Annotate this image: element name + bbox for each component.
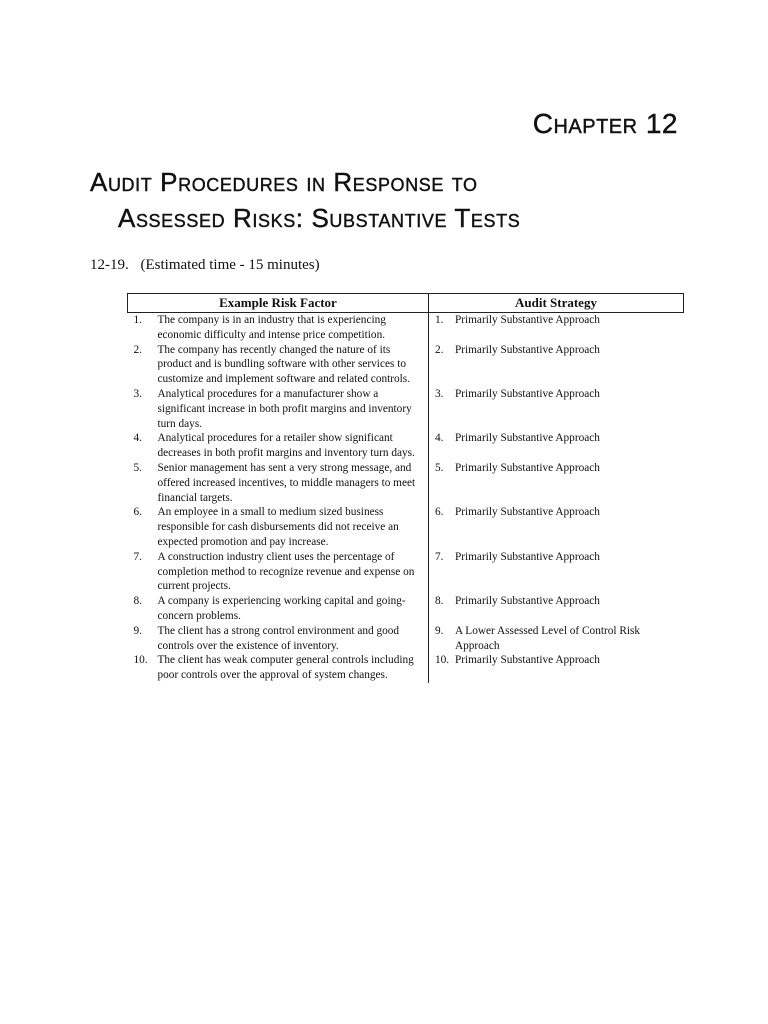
chapter-title-line-2: Assessed Risks: Substantive Tests xyxy=(118,203,521,233)
risk-factor-text: Senior management has sent a very strong message, and offered increased incentives, to middle managers to meet financial targets. xyxy=(157,461,416,504)
risk-factor-text: The company is in an industry that is experiencing economic difficulty and intense price competition. xyxy=(157,314,386,341)
item-number: 2. xyxy=(434,343,444,356)
chapter-heading: Chapter 12 xyxy=(532,108,678,139)
audit-strategy-item xyxy=(429,550,684,594)
audit-strategy-text: Primarily Substantive Approach xyxy=(454,432,600,445)
item-number: 9. xyxy=(434,624,444,637)
estimated-time: (Estimated time - 15 minutes) xyxy=(140,257,320,273)
problem-heading xyxy=(90,257,320,274)
item-number: 7. xyxy=(133,550,142,563)
item-number: 5. xyxy=(434,461,444,474)
audit-strategy-item xyxy=(429,505,684,549)
audit-strategy-text: A Lower Assessed Level of Control Risk Approach xyxy=(454,624,641,652)
audit-strategy-text: Primarily Substantive Approach xyxy=(454,387,600,400)
risk-factor-text: A company is experiencing working capital and going-concern problems. xyxy=(157,595,406,622)
item-number: 10. xyxy=(133,654,148,667)
audit-strategy-item xyxy=(429,594,684,624)
risk-factor-text: An employee in a small to medium sized business responsible for cash disbursements did not receive an expected promotion and pay increase. xyxy=(157,506,399,548)
item-number: 1. xyxy=(434,314,444,326)
item-number: 2. xyxy=(133,343,142,356)
item-number: 10. xyxy=(434,654,450,667)
risk-factor-item xyxy=(128,505,428,549)
item-number: 1. xyxy=(133,314,142,326)
audit-strategy-item xyxy=(429,624,684,654)
audit-strategy-item xyxy=(429,461,684,505)
risk-factor-text: Analytical procedures for a retailer show significant decreases in both profit margins and inventory turn days. xyxy=(157,432,415,460)
audit-strategy-text: Primarily Substantive Approach xyxy=(454,595,600,608)
risk-factor-item xyxy=(128,313,428,343)
audit-strategy-column xyxy=(428,313,683,683)
audit-strategy-text: Primarily Substantive Approach xyxy=(454,461,600,474)
chapter-title-line-1: Audit Procedures in Response to xyxy=(90,167,478,197)
chapter-title xyxy=(90,164,520,236)
header-audit-strategy: Audit Strategy xyxy=(428,294,683,313)
risk-factor-item xyxy=(128,550,428,594)
risk-factor-item xyxy=(128,594,428,624)
risk-strategy-table xyxy=(127,293,684,683)
audit-strategy-item xyxy=(429,387,684,431)
risk-factor-item xyxy=(128,343,428,387)
audit-strategy-item xyxy=(429,343,684,387)
risk-factor-column xyxy=(128,313,429,683)
risk-factor-item xyxy=(128,461,428,505)
header-risk-factor: Example Risk Factor xyxy=(128,294,429,313)
risk-factor-item xyxy=(128,387,428,431)
audit-strategy-text: Primarily Substantive Approach xyxy=(454,654,600,667)
item-number: 6. xyxy=(133,506,142,519)
risk-factor-text: Analytical procedures for a manufacturer show a significant increase in both profit margins and inventory turn days. xyxy=(157,387,412,430)
item-number: 7. xyxy=(434,550,444,563)
problem-number: 12-19. xyxy=(90,257,129,273)
item-number: 5. xyxy=(133,461,142,474)
audit-strategy-text: Primarily Substantive Approach xyxy=(454,343,600,356)
audit-strategy-item xyxy=(429,313,684,343)
audit-strategy-item xyxy=(429,653,684,683)
item-number: 3. xyxy=(434,387,444,400)
risk-factor-text: The client has weak computer general controls including poor controls over the approval of system changes. xyxy=(157,654,414,682)
item-number: 4. xyxy=(434,432,444,445)
item-number: 4. xyxy=(133,432,142,445)
risk-factor-text: A construction industry client uses the percentage of completion method to recognize revenue and expense on current projects. xyxy=(157,550,415,593)
item-number: 8. xyxy=(434,595,444,608)
risk-factor-text: The client has a strong control environment and good controls over the existence of inventory. xyxy=(157,624,400,652)
audit-strategy-text: Primarily Substantive Approach xyxy=(454,506,600,519)
item-number: 3. xyxy=(133,387,142,400)
item-number: 6. xyxy=(434,506,444,519)
risk-factor-text: The company has recently changed the nature of its product and is bundling software with other services to customize and implement software and related controls. xyxy=(157,343,411,386)
audit-strategy-item xyxy=(429,431,684,461)
audit-strategy-text: Primarily Substantive Approach xyxy=(454,314,600,326)
item-number: 8. xyxy=(133,595,142,608)
table-body-row xyxy=(128,313,684,683)
risk-factor-item xyxy=(128,624,428,654)
table-header-row xyxy=(128,294,684,313)
item-number: 9. xyxy=(133,624,142,637)
risk-factor-item xyxy=(128,653,428,683)
risk-factor-item xyxy=(128,431,428,461)
audit-strategy-text: Primarily Substantive Approach xyxy=(454,550,600,563)
